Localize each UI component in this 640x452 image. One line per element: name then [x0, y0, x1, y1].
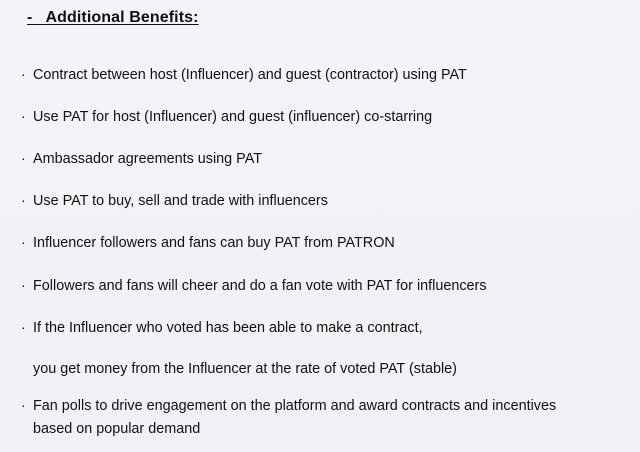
list-item-text: If the Influencer who voted has been able to make a contract,	[33, 320, 423, 336]
bullet: ·	[21, 234, 26, 250]
bullet: ·	[21, 108, 26, 124]
list-item-text: Followers and fans will cheer and do a fan vote with PAT for influencers	[33, 278, 487, 294]
list-item	[21, 317, 423, 338]
bullet: ·	[21, 277, 26, 293]
list-item-text: Influencer followers and fans can buy PAT from PATRON	[33, 235, 395, 251]
bullet: ·	[21, 319, 26, 335]
list-item-text: Use PAT for host (Influencer) and guest (influencer) co-starring	[33, 109, 433, 125]
bullet: ·	[21, 192, 26, 208]
bullet: ·	[21, 150, 26, 166]
list-item-text: Ambassador agreements using PAT	[33, 151, 263, 167]
bullet: ·	[21, 66, 26, 82]
list-item	[21, 190, 328, 211]
list-item	[21, 275, 487, 296]
bullet: ·	[21, 397, 26, 413]
list-item	[21, 232, 395, 253]
section-heading: - Additional Benefits:	[27, 9, 199, 26]
list-item	[21, 64, 467, 85]
list-item-text: Fan polls to drive engagement on the platform and award contracts and incentives	[33, 398, 557, 414]
list-item-continuation: you get money from the Influencer at the rate of voted PAT (stable)	[33, 361, 457, 377]
list-item-text: Contract between host (Influencer) and guest (contractor) using PAT	[33, 67, 467, 83]
list-item	[21, 148, 262, 169]
list-item	[21, 395, 556, 416]
list-item-text: Use PAT to buy, sell and trade with influencers	[33, 193, 328, 209]
list-item-continuation: based on popular demand	[33, 421, 201, 437]
list-item	[21, 106, 432, 127]
